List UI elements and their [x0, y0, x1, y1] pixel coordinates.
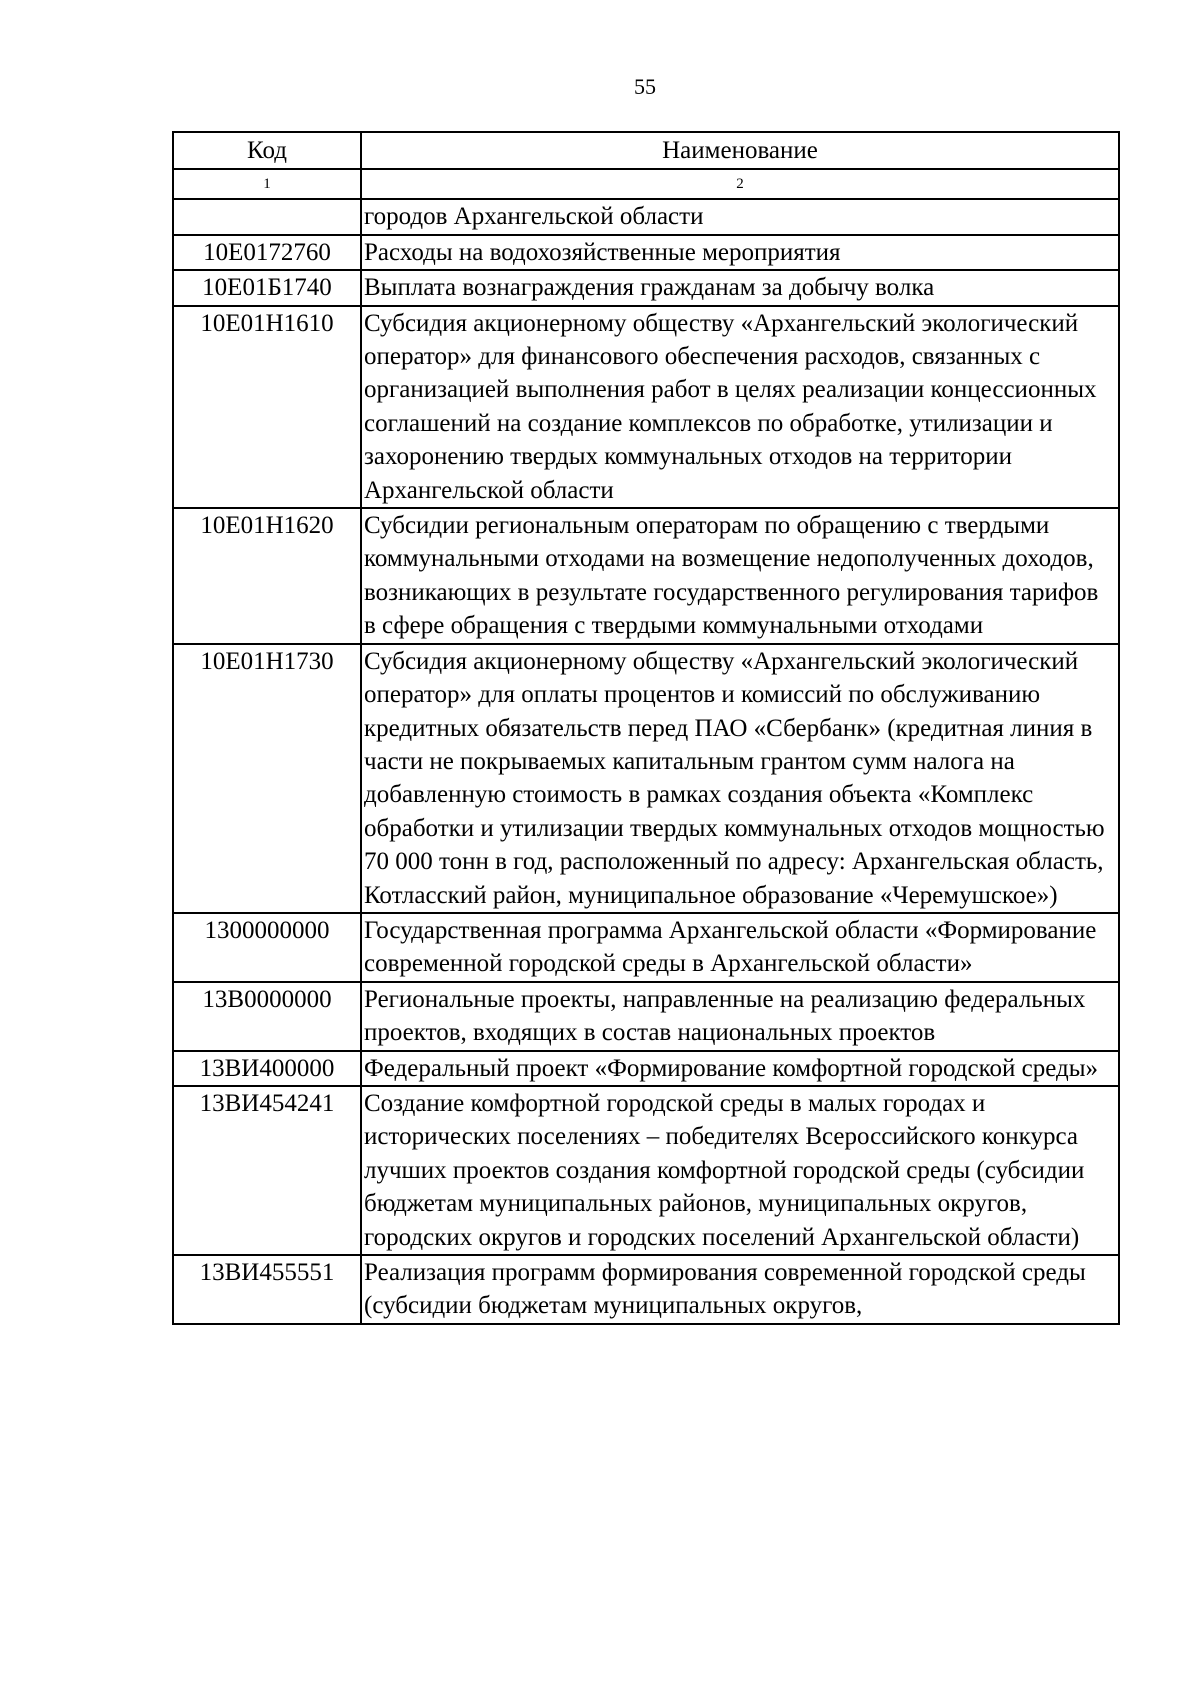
- row-code: 13ВИ455551: [173, 1255, 361, 1324]
- row-name: Реализация программ формирования современной городской среды (субсидии бюджетам муниципальных округов,: [361, 1255, 1119, 1324]
- table-row: [173, 235, 1119, 270]
- row-code: 10Е01Н1730: [173, 644, 361, 913]
- row-name: городов Архангельской области: [361, 199, 1119, 234]
- row-code: 13ВИ454241: [173, 1086, 361, 1255]
- table-row: [173, 644, 1119, 913]
- table-row: [173, 199, 1119, 234]
- row-code: 10Е01Н1620: [173, 508, 361, 644]
- row-code: 10Е0172760: [173, 235, 361, 270]
- row-code: 13В0000000: [173, 982, 361, 1051]
- column-number-row: [173, 169, 1119, 199]
- row-code: 10Е01Б1740: [173, 270, 361, 305]
- row-name: Субсидия акционерному обществу «Архангельский экологический оператор» для финансового обеспечения расходов, связанных с организацией выполнения работ в целях реализации концессионных соглашений на создание комплексов по обработке, утилизации и захоронению твердых коммунальных отходов на территории Архангельской области: [361, 306, 1119, 508]
- column-number-name: 2: [361, 169, 1119, 199]
- table-row: [173, 306, 1119, 508]
- column-number-code: 1: [173, 169, 361, 199]
- table-row: [173, 982, 1119, 1051]
- row-name: Федеральный проект «Формирование комфортной городской среды»: [361, 1051, 1119, 1086]
- table-header-row: [173, 132, 1119, 169]
- header-name: Наименование: [361, 132, 1119, 169]
- budget-classification-table: [172, 131, 1120, 1325]
- table-row: [173, 913, 1119, 982]
- page-number: 55: [634, 74, 656, 99]
- row-name: Региональные проекты, направленные на реализацию федеральных проектов, входящих в состав национальных проектов: [361, 982, 1119, 1051]
- table-row: [173, 1086, 1119, 1255]
- row-name: Субсидия акционерному обществу «Архангельский экологический оператор» для оплаты процентов и комиссий по обслуживанию кредитных обязательств перед ПАО «Сбербанк» (кредитная линия в части не покрываемых капитальным грантом сумм налога на добавленную стоимость в рамках создания объекта «Комплекс обработки и утилизации твердых коммунальных отходов мощностью 70 000 тонн в год, расположенный по адресу: Архангельская область, Котласский район, муниципальное образование «Черемушское»): [361, 644, 1119, 913]
- row-code: 13ВИ400000: [173, 1051, 361, 1086]
- table-row: [173, 1255, 1119, 1324]
- row-name: Государственная программа Архангельской области «Формирование современной городской среды в Архангельской области»: [361, 913, 1119, 982]
- row-code: 1300000000: [173, 913, 361, 982]
- row-code: [173, 199, 361, 234]
- header-code: Код: [173, 132, 361, 169]
- row-name: Выплата вознаграждения гражданам за добычу волка: [361, 270, 1119, 305]
- table-row: [173, 508, 1119, 644]
- row-name: Создание комфортной городской среды в малых городах и исторических поселениях – победителях Всероссийского конкурса лучших проектов создания комфортной городской среды (субсидии бюджетам муниципальных районов, муниципальных округов, городских округов и городских поселений Архангельской области): [361, 1086, 1119, 1255]
- table-row: [173, 1051, 1119, 1086]
- row-name: Субсидии региональным операторам по обращению с твердыми коммунальными отходами на возмещение недополученных доходов, возникающих в результате государственного регулирования тарифов в сфере обращения с твердыми коммунальными отходами: [361, 508, 1119, 644]
- row-code: 10Е01Н1610: [173, 306, 361, 508]
- table-row: [173, 270, 1119, 305]
- row-name: Расходы на водохозяйственные мероприятия: [361, 235, 1119, 270]
